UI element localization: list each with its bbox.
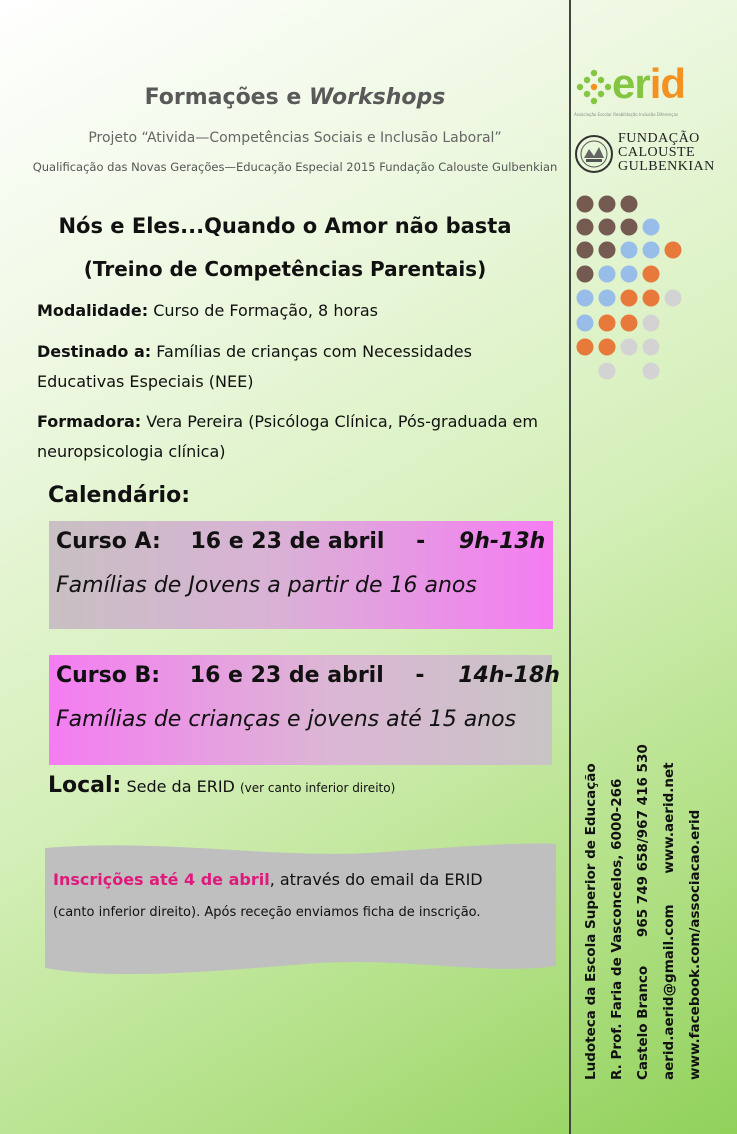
destinado-value: Famílias de crianças com Necessidades Educativas Especiais (NEE) (37, 342, 472, 391)
destinado-line (37, 337, 562, 397)
contact-city: Castelo Branco (635, 965, 651, 1080)
header-title-part1: Formações e (144, 85, 302, 110)
fcg-line2: CALOUSTE (618, 145, 696, 160)
course-a-time: 9h-13h (458, 529, 546, 554)
contact-address: R. Prof. Faria de Vasconcelos, 6000-266 (609, 778, 625, 1080)
formadora-label: Formadora: (37, 412, 142, 431)
header-title-part2: Workshops (308, 85, 446, 110)
local-value: Sede da ERID (126, 777, 235, 796)
course-title: Nós e Eles...Quando o Amor não basta (58, 214, 512, 238)
formadora-line (37, 407, 562, 467)
course-b-dates: 16 e 23 de abril (189, 663, 384, 688)
registration-deadline: Inscrições até 4 de abril (53, 870, 270, 889)
gulbenkian-seal-icon (574, 134, 614, 174)
gulbenkian-text (618, 132, 715, 174)
project-name: Projeto “Ativida—Competências Sociais e Inclusão Laboral” (88, 130, 502, 146)
local-line (48, 773, 395, 798)
contact-venue: Ludoteca da Escola Superior de Educação (583, 763, 599, 1080)
erid-tagline: Associação Escolar Reabilitação Inclusão Diferenças (574, 112, 679, 117)
course-b-box (49, 655, 560, 765)
fcg-line1: FUNDAÇÃO (618, 131, 700, 146)
erid-dots-icon (572, 68, 612, 112)
registration-line2: (canto inferior direito). Após receção enviamos ficha de inscrição. (53, 905, 481, 920)
course-b-time: 14h-18h (458, 663, 560, 688)
course-b-name: Curso B: (56, 663, 161, 688)
course-b-audience: Famílias de crianças e jovens até 15 anos (56, 707, 517, 732)
program-name: Qualificação das Novas Gerações—Educação Especial 2015 Fundação Calouste Gulbenkian (32, 160, 558, 174)
decorative-dots-icon (570, 190, 690, 385)
calendar-heading: Calendário: (48, 483, 191, 508)
modalidade-label: Modalidade: (37, 301, 149, 320)
local-note: (ver canto inferior direito) (239, 781, 396, 795)
registration-line1 (53, 870, 483, 889)
course-a-box (49, 521, 553, 629)
course-a-audience: Famílias de Jovens a partir de 16 anos (56, 573, 477, 598)
header-title (0, 85, 590, 110)
erid-logo (572, 60, 694, 122)
course-a-schedule (56, 529, 545, 554)
contact-website[interactable]: www.aerid.net (661, 762, 677, 874)
course-b-separator: - (415, 663, 425, 688)
registration-method: , através do email da ERID (269, 870, 483, 889)
formadora-value: Vera Pereira (Psicóloga Clínica, Pós-graduada em neuropsicologia clínica) (37, 412, 538, 461)
course-b-schedule (56, 663, 560, 688)
gulbenkian-logo (574, 132, 714, 180)
destinado-label: Destinado a: (37, 342, 152, 361)
contact-facebook[interactable]: www.facebook.com/associacao.erid (687, 809, 703, 1080)
contact-phones: 965 749 658/967 416 530 (635, 744, 651, 938)
course-a-dates: 16 e 23 de abril (190, 529, 385, 554)
course-a-name: Curso A: (56, 529, 161, 554)
modalidade-line (37, 296, 562, 326)
course-subtitle: (Treino de Competências Parentais) (83, 257, 487, 281)
contact-block (578, 735, 708, 1080)
course-a-separator: - (416, 529, 426, 554)
erid-wordmark: erid (612, 60, 686, 107)
modalidade-value: Curso de Formação, 8 horas (153, 301, 378, 320)
contact-email-web (656, 735, 682, 1080)
contact-city-phones (630, 735, 656, 1080)
fcg-line3: GULBENKIAN (618, 159, 715, 174)
local-label: Local: (48, 773, 122, 798)
contact-email[interactable]: aerid.aerid@gmail.com (661, 904, 677, 1080)
